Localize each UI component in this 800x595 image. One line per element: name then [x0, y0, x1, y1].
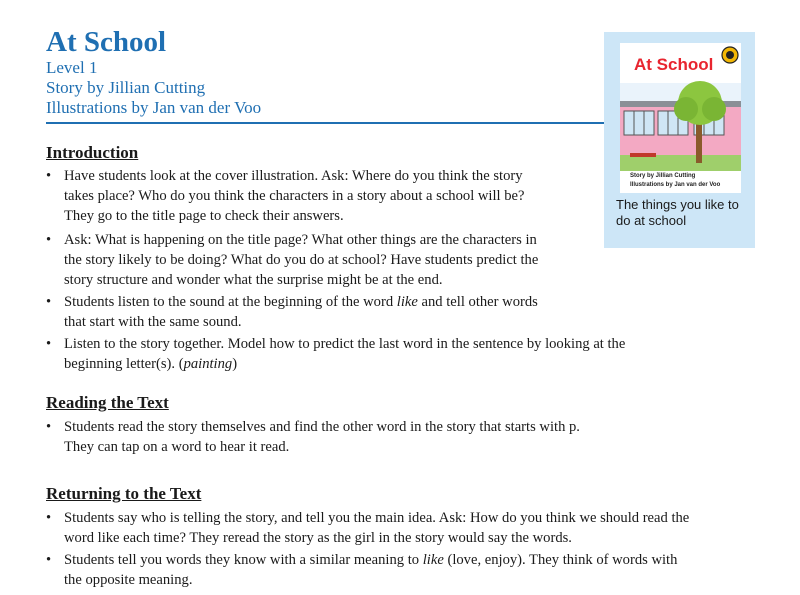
- bullet-marker: •: [46, 552, 52, 568]
- text-run: (love, enjoy). They think of words with: [443, 552, 678, 568]
- cover-panel: [604, 32, 755, 248]
- cover-book-title: At School: [634, 55, 714, 74]
- cover-illustration-credit: Illustrations by Jan van der Voo: [630, 182, 721, 188]
- bullet-marker: •: [46, 168, 52, 184]
- bullet-line: Ask: What is happening on the title page? What other things are the characters in: [64, 232, 537, 248]
- section-heading-introduction: Introduction: [46, 143, 139, 162]
- bullet-line: story structure and wonder what the surprise might be at the end.: [64, 272, 443, 288]
- emphasis-word: like: [396, 294, 418, 310]
- bullet-line: Listen to the story together. Model how to predict the last word in the sentence by looking at the: [64, 336, 626, 352]
- bullet-line: Have students look at the cover illustration. Ask: Where do you think the story: [64, 168, 523, 184]
- story-credit: Story by Jillian Cutting: [46, 78, 206, 97]
- bullet-line: takes place? Who do you think the characters in a story about a school will be?: [64, 188, 525, 204]
- bullet-line: Students say who is telling the story, and tell you the main idea. Ask: How do you think we should read the: [64, 510, 690, 526]
- bullet-line: [64, 354, 625, 374]
- text-run: Students tell you words they know with a similar meaning to: [64, 552, 423, 568]
- bullet-line: the opposite meaning.: [64, 572, 193, 588]
- bullet-marker: •: [46, 232, 52, 248]
- bullet-line: They can tap on a word to hear it read.: [64, 439, 290, 455]
- emphasis-word: painting: [183, 356, 233, 372]
- page-title: At School: [46, 26, 167, 58]
- text-run: Students listen to the sound at the beginning of the word: [64, 294, 397, 310]
- text-run: ): [232, 356, 238, 372]
- text-run: beginning letter(s). (: [64, 356, 184, 372]
- section-heading-reading: Reading the Text: [46, 393, 169, 412]
- cover-story-credit: Story by Jillian Cutting: [630, 173, 696, 179]
- bullet-marker: •: [46, 336, 52, 352]
- header-divider: [46, 122, 604, 124]
- emphasis-word: like: [422, 552, 444, 568]
- text-run: and tell other words: [417, 294, 538, 310]
- book-cover-image: [620, 43, 741, 193]
- bullet-line: They go to the title page to check their answers.: [64, 208, 344, 224]
- section-heading-returning: Returning to the Text: [46, 484, 202, 503]
- bullet-line: [64, 292, 538, 312]
- cover-caption: The things you like to do at school: [616, 197, 739, 228]
- bullet-line: that start with the same sound.: [64, 314, 242, 330]
- illustration-credit: Illustrations by Jan van der Voo: [46, 98, 262, 117]
- bullet-line: [64, 550, 677, 570]
- bullet-marker: •: [46, 294, 52, 310]
- bullet-marker: •: [46, 510, 52, 526]
- level-label: Level 1: [46, 58, 98, 77]
- bullet-marker: •: [46, 419, 52, 435]
- bullet-line: the story likely to be doing? What do you do at school? Have students predict the: [64, 252, 539, 268]
- bullet-line: word like each time? They reread the story as the girl in the story would say the words.: [64, 530, 572, 546]
- bullet-line: Students read the story themselves and find the other word in the story that starts with p.: [64, 419, 580, 435]
